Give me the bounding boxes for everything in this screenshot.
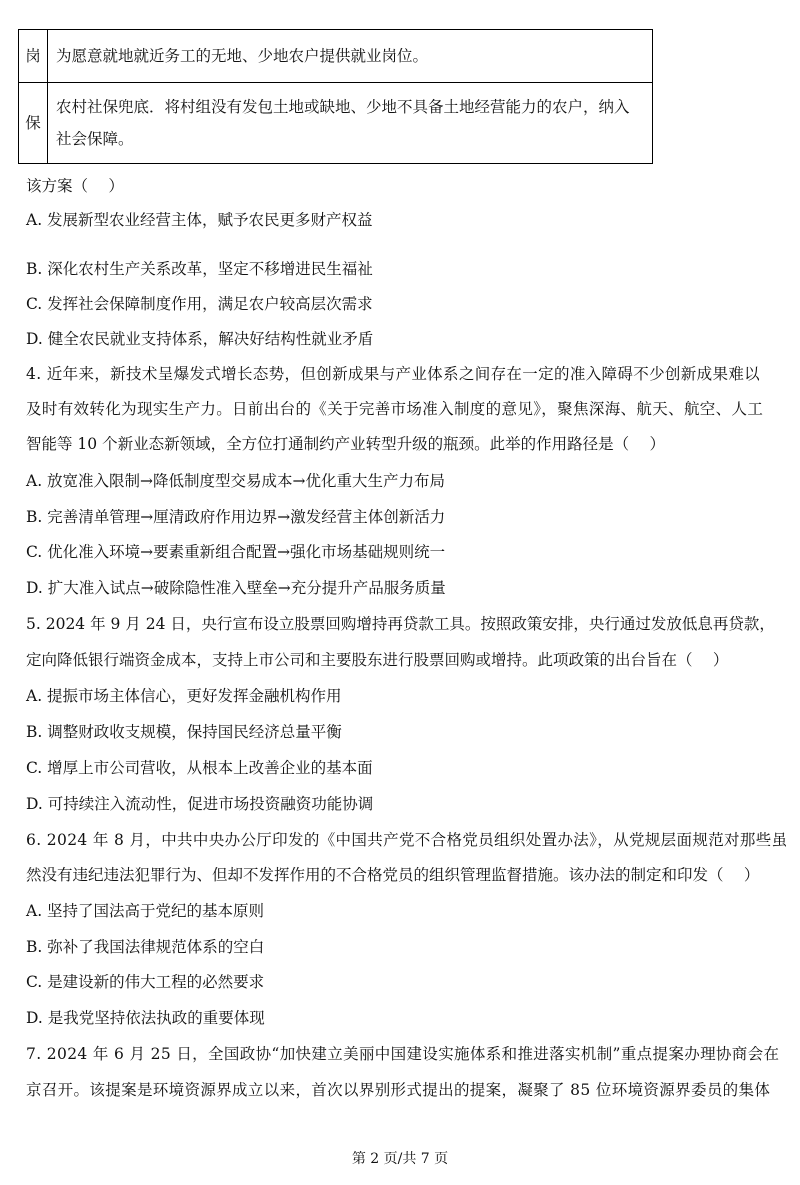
- q4-option-a: A. 放宽准入限制→降低制度型交易成本→优化重大生产力布局: [26, 472, 446, 490]
- q6-option-a: A. 坚持了国法高于党纪的基本原则: [26, 902, 265, 920]
- table-key-cell: 保: [19, 83, 48, 164]
- q3-stem: 该方案（ ）: [26, 177, 124, 195]
- q3-option-a: A. 发展新型农业经营主体，赋予农民更多财产权益: [26, 211, 373, 229]
- q6-option-b: B. 弥补了我国法律规范体系的空白: [26, 938, 265, 956]
- q3-option-d: D. 健全农民就业支持体系，解决好结构性就业矛盾: [26, 330, 374, 348]
- q4-option-b: B. 完善清单管理→厘清政府作用边界→激发经营主体创新活力: [26, 508, 446, 526]
- measures-table: [18, 29, 653, 164]
- q5-option-b: B. 调整财政收支规模，保持国民经济总量平衡: [26, 723, 342, 741]
- page-footer: 第 2 页/共 7 页: [351, 1151, 449, 1167]
- table-row: [19, 30, 653, 83]
- table-text-cell: 为愿意就地就近务工的无地、少地农户提供就业岗位。: [48, 30, 653, 83]
- q3-option-b: B. 深化农村生产关系改革，坚定不移增进民生福祉: [26, 260, 373, 278]
- table-text-cell: 农村社保兜底．将村组没有发包土地或缺地、少地不具备土地经营能力的农户，纳入社会保障。: [48, 83, 653, 164]
- q5-option-d: D. 可持续注入流动性，促进市场投资融资功能协调: [26, 795, 374, 813]
- q6-option-d: D. 是我党坚持依法执政的重要体现: [26, 1009, 265, 1027]
- q7-stem-line: 7. 2024 年 6 月 25 日，全国政协“加快建立美丽中国建设实施体系和推进落实机制”重点提案办理协商会在: [26, 1045, 780, 1063]
- q5-stem-line: 定向降低银行端资金成本，支持上市公司和主要股东进行股票回购或增持。此项政策的出台旨在（ ）: [26, 651, 729, 669]
- q6-option-c: C. 是建设新的伟大工程的必然要求: [26, 973, 265, 991]
- q6-stem-line: 6. 2024 年 8 月，中共中央办公厅印发的《中国共产党不合格党员组织处置办法》，从党规层面规范对那些虽: [26, 831, 788, 849]
- q4-stem-line: 4. 近年来，新技术呈爆发式增长态势，但创新成果与产业体系之间存在一定的准入障碍不少创新成果难以: [26, 365, 761, 383]
- q6-stem-line: 然没有违纪违法犯罪行为、但却不发挥作用的不合格党员的组织管理监督措施。该办法的制定和印发（ ）: [26, 866, 760, 884]
- q5-option-c: C. 增厚上市公司营收，从根本上改善企业的基本面: [26, 759, 373, 777]
- q4-stem-line: 智能等 10 个新业态新领域，全方位打通制约产业转型升级的瓶颈。此举的作用路径是（ ）: [26, 435, 666, 453]
- q5-stem-line: 5. 2024 年 9 月 24 日，央行宣布设立股票回购增持再贷款工具。按照政策安排，央行通过发放低息再贷款，: [26, 615, 775, 633]
- q4-option-d: D. 扩大准入试点→破除隐性准入壁垒→充分提升产品服务质量: [26, 579, 446, 597]
- table-row: [19, 83, 653, 164]
- table-key-cell: 岗: [19, 30, 48, 83]
- q4-stem-line: 及时有效转化为现实生产力。日前出台的《关于完善市场准入制度的意见》，聚焦深海、航天、航空、人工: [26, 400, 764, 418]
- q5-option-a: A. 提振市场主体信心，更好发挥金融机构作用: [26, 687, 342, 705]
- q4-option-c: C. 优化准入环境→要素重新组合配置→强化市场基础规则统一: [26, 543, 446, 561]
- q7-stem-line: 京召开。该提案是环境资源界成立以来，首次以界别形式提出的提案，凝聚了 85 位环境资源界委员的集体: [26, 1081, 771, 1099]
- q3-option-c: C. 发挥社会保障制度作用，满足农户较高层次需求: [26, 295, 373, 313]
